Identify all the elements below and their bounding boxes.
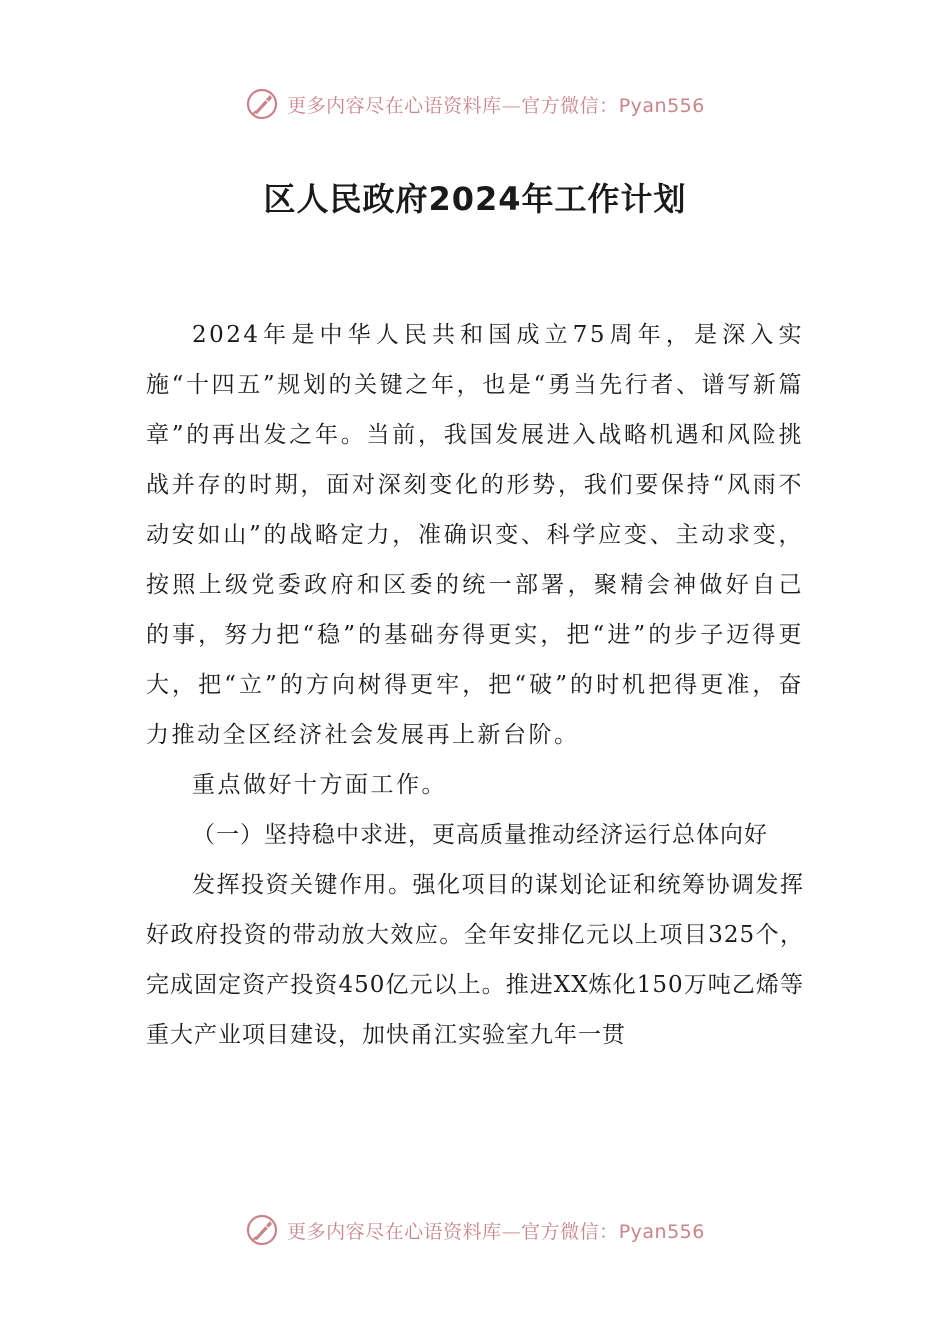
- document-title: 区人民政府2024年工作计划: [263, 180, 687, 218]
- paragraph-summary: 重点做好十方面工作。: [192, 772, 447, 798]
- watermark-banner-top: [0, 84, 950, 124]
- watermark-text: 更多内容尽在心语资料库—官方微信：Pyan556: [287, 1220, 705, 1243]
- document-body: [146, 310, 804, 1060]
- paragraph-intro: 2024年是中华人民共和国成立75周年，是深入实施“十四五”规划的关键之年，也是“勇当先行者、谱写新篇章”的再出发之年。当前，我国发展进入战略机遇和风险挑战并存的时期，面对深刻变化的形势，我们要保持“风雨不动安如山”的战略定力，准确识变、科学应变、主动求变，按照上级党委政府和区委的统一部署，聚精会神做好自己的事，努力把“稳”的基础夯得更实，把“进”的步子迈得更大，把“立”的方向树得更牢，把“破”的时机把得更准，奋力推动全区经济社会发展再上新台阶。: [146, 322, 804, 748]
- watermark-banner-bottom: [0, 1210, 950, 1250]
- quill-pen-logo-icon: [245, 87, 279, 121]
- quill-pen-logo-icon: [245, 1213, 279, 1247]
- section-heading: （一）坚持稳中求进，更高质量推动经济运行总体向好: [192, 822, 768, 848]
- paragraph-investment: 发挥投资关键作用。强化项目的谋划论证和统筹协调发挥好政府投资的带动放大效应。全年安排亿元以上项目325个，完成固定资产投资450亿元以上。推进XX炼化150万吨乙烯等重大产业项目建设，加快甬江实验室九年一贯: [146, 872, 804, 1048]
- watermark-text: 更多内容尽在心语资料库—官方微信：Pyan556: [287, 94, 705, 117]
